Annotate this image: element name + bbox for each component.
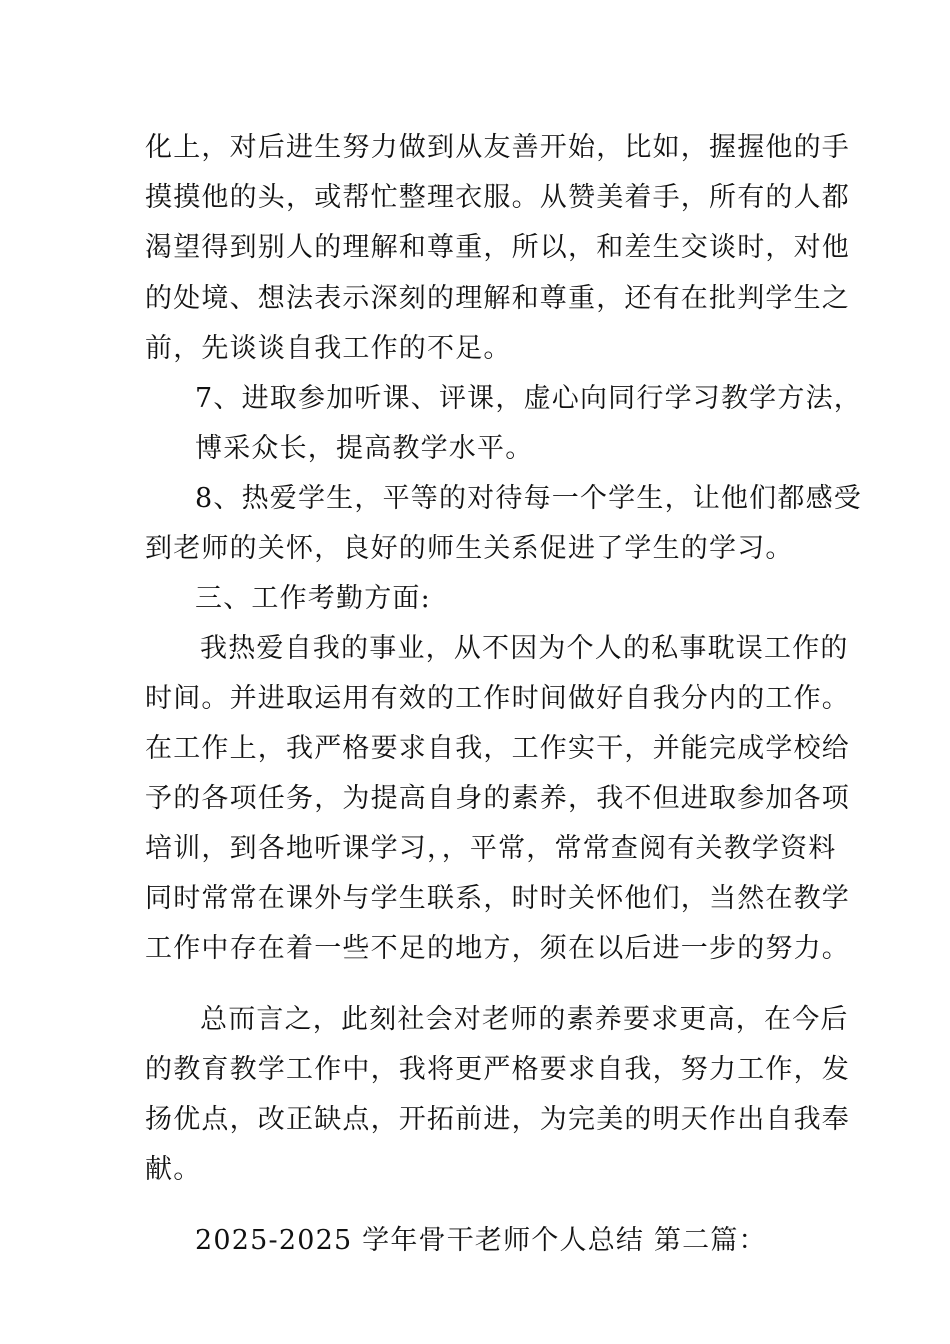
list-item-8: 8、热爱学生，平等的对待每一个学生，让他们都感受	[195, 483, 862, 514]
next-article-title: 2025-2025 学年骨干老师个人总结 第二篇：	[195, 1225, 767, 1256]
text-line: 同时常常在课外与学生联系，时时关怀他们，当然在教学	[145, 883, 850, 914]
paragraph-start: 我热爱自我的事业，从不因为个人的私事耽误工作的	[200, 633, 849, 664]
text-line: 扬优点，改正缺点，开拓前进，为完美的明天作出自我奉	[145, 1104, 850, 1135]
text-line: 到老师的关怀，良好的师生关系促进了学生的学习。	[145, 533, 794, 564]
text-line: 渴望得到别人的理解和尊重，所以，和差生交谈时，对他	[145, 232, 850, 263]
paragraph-start: 总而言之，此刻社会对老师的素养要求更高，在今后	[200, 1004, 849, 1035]
text-line: 化上，对后进生努力做到从友善开始，比如，握握他的手	[145, 132, 850, 163]
text-line: 献。	[145, 1154, 202, 1185]
text-line: 的处境、想法表示深刻的理解和尊重，还有在批判学生之	[145, 283, 850, 314]
text-line: 予的各项任务，为提高自身的素养，我不但进取参加各项	[145, 783, 850, 814]
text-line: 摸摸他的头，或帮忙整理衣服。从赞美着手，所有的人都	[145, 182, 850, 213]
text-line: 前，先谈谈自我工作的不足。	[145, 333, 512, 364]
text-line: 培训，到各地听课学习，，平常，常常查阅有关教学资料	[145, 833, 837, 864]
text-line: 的教育教学工作中，我将更严格要求自我，努力工作，发	[145, 1054, 850, 1085]
list-item-7: 7、进取参加听课、评课，虚心向同行学习教学方法，	[195, 383, 862, 414]
text-line: 工作中存在着一些不足的地方，须在以后进一步的努力。	[145, 933, 850, 964]
text-line: 在工作上，我严格要求自我，工作实干，并能完成学校给	[145, 733, 850, 764]
section-heading: 三、工作考勤方面:	[195, 583, 431, 614]
text-line: 时间。并进取运用有效的工作时间做好自我分内的工作。	[145, 683, 850, 714]
list-item-7-continuation: 博采众长，提高教学水平。	[195, 433, 534, 464]
